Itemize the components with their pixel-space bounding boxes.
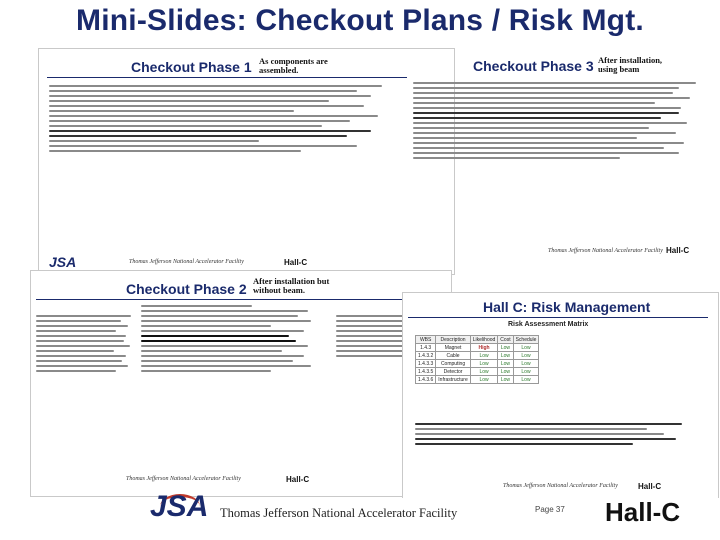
cell: 1.4.3 [416,344,436,352]
rm-title: Hall C: Risk Management [483,299,651,315]
cp3-hallc: Hall-C [666,246,690,255]
cp2-tag: After installation but without beam. [253,276,330,295]
hall-c-logo: Hall-C [605,497,681,527]
table-row [416,352,539,360]
table-row [416,344,539,352]
cell: Low [498,360,513,368]
rm-hallc: Hall-C [638,482,662,491]
cp3-body [413,82,708,162]
slide-title: Mini-Slides: Checkout Plans / Risk Mgt. [76,4,644,37]
cp2-center-column [141,305,326,375]
cp1-title: Checkout Phase 1 [131,59,252,75]
header-likelihood: Likelihood [470,336,498,344]
cp2-title: Checkout Phase 2 [126,281,247,297]
cell: Detector [436,368,470,376]
cell: Low [470,368,498,376]
cell: Low [470,352,498,360]
cell: High [470,344,498,352]
cell: Low [513,352,539,360]
cell: 1.4.3.6 [416,376,436,384]
header-schedule: Schedule [513,336,539,344]
cell: Low [498,368,513,376]
cp2-footer: Thomas Jefferson National Accelerator Facility [126,476,241,482]
table-row [416,376,539,384]
panel-checkout-phase-2 [30,270,452,497]
cell: Low [513,360,539,368]
panel-checkout-phase-1 [38,48,455,275]
panel-risk-management [402,292,719,499]
lab-name: Thomas Jefferson National Accelerator Facility [220,506,458,520]
cp1-jsa-logo: JSA [49,254,77,270]
cell: Low [513,368,539,376]
cell: Low [513,376,539,384]
cell: Low [470,360,498,368]
cell: Low [498,352,513,360]
risk-matrix-header [416,336,539,344]
cp3-title: Checkout Phase 3 [473,58,594,74]
cp1-rule [47,77,407,78]
cell: 1.4.3.2 [416,352,436,360]
risk-matrix-table [415,335,539,384]
rm-footer: Thomas Jefferson National Accelerator Facility [503,483,618,489]
header-cost: Cost [498,336,513,344]
cp3-footer: Thomas Jefferson National Accelerator Facility [548,248,663,254]
cp3-tag: After installation, using beam [598,55,663,74]
cp1-footer: Thomas Jefferson National Accelerator Facility [129,259,244,265]
header-description: Description [436,336,470,344]
table-row [416,368,539,376]
cell: Cable [436,352,470,360]
cell: Infrastructure [436,376,470,384]
cell: Low [513,344,539,352]
cell: Magnet [436,344,470,352]
cp2-rule [36,299,436,300]
table-row [416,360,539,368]
cp2-hallc: Hall-C [286,475,310,484]
rm-matrix-title: Risk Assessment Matrix [508,321,589,328]
cell: Low [498,376,513,384]
cell: Low [498,344,513,352]
panel-checkout-phase-3 [408,48,713,273]
cp2-left-column [36,315,136,375]
cell: 1.4.3.5 [416,368,436,376]
cell: Low [470,376,498,384]
cp1-body [49,85,399,155]
cell: 1.4.3.3 [416,360,436,368]
header-wbs: WBS [416,336,436,344]
rm-notes [415,423,705,448]
jsa-logo: JSA [150,490,209,523]
cp1-tag: As components are assembled. [259,56,328,75]
page-number: Page 37 [535,505,565,514]
cell: Computing [436,360,470,368]
rm-rule [408,317,708,318]
cp1-hallc: Hall-C [284,258,308,267]
